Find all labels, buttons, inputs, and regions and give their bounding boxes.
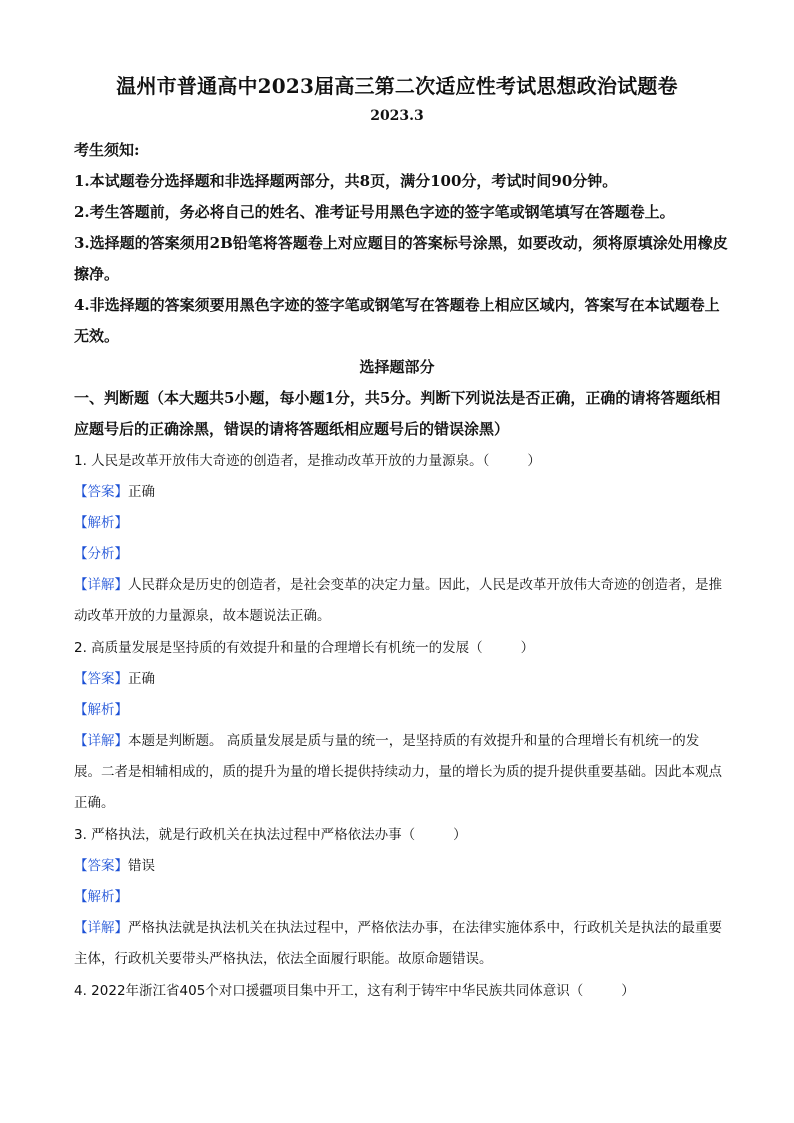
paren-open: （: [469, 640, 483, 656]
detail-tag: 【详解】: [74, 577, 128, 593]
analysis-tag: 【解析】: [74, 702, 128, 718]
question-1-analysis: [74, 508, 724, 539]
answer-tag: 【答案】: [74, 484, 128, 500]
question-stem-text: 3. 严格执法，就是行政机关在执法过程中严格依法办事: [74, 827, 402, 843]
question-3-stem: [74, 820, 724, 851]
question-3-detail: [74, 913, 724, 975]
analysis-tag: 【解析】: [74, 515, 128, 531]
question-2-detail: [74, 726, 724, 819]
question-3-answer: [74, 851, 724, 882]
question-stem-text: 1. 人民是改革开放伟大奇迹的创造者，是推动改革开放的力量源泉。: [74, 453, 483, 469]
detail-text: 人民群众是历史的创造者，是社会变革的决定力量。因此，人民是改革开放伟大奇迹的创造者，是推动改革开放的力量源泉，故本题说法正确。: [74, 577, 722, 624]
answer-value: 正确: [128, 671, 155, 687]
question-1-stem: [74, 446, 724, 477]
question-stem-text: 2. 高质量发展是坚持质的有效提升和量的合理增长有机统一的发展: [74, 640, 470, 656]
notice-item-3: 3.选择题的答案须用2B铅笔将答题卷上对应题目的答案标号涂黑，如要改动，须将原填涂处用橡皮擦净。: [74, 234, 728, 283]
exam-date: 2023.3: [370, 108, 424, 124]
notice-item-2: 2.考生答题前，务必将自己的姓名、准考证号用黑色字迹的签字笔或钢笔填写在答题卷上。: [74, 203, 675, 221]
paren-close: ）: [520, 640, 535, 656]
paren-close: ）: [621, 983, 635, 999]
answer-tag: 【答案】: [74, 858, 128, 874]
question-2-analysis: [74, 695, 724, 726]
paren-open: （: [401, 827, 416, 843]
paren-open: （: [482, 453, 490, 469]
paren-close: ）: [527, 453, 541, 469]
notice-item-1: 1.本试题卷分选择题和非选择题两部分，共8页，满分100分，考试时间90分钟。: [74, 172, 618, 190]
detail-text: 严格执法就是执法机关在执法过程中，严格依法办事，在法律实施体系中，行政机关是执法的最重要主体，行政机关要带头严格执法，依法全面履行职能。故原命题错误。: [74, 920, 722, 967]
question-1-detail: [74, 570, 724, 632]
paren-close: ）: [453, 827, 467, 843]
detail-tag: 【详解】: [74, 733, 128, 749]
detail-text: 本题是判断题。 高质量发展是质与量的统一，是坚持质的有效提升和量的合理增长有机统一的发展。二者是相辅相成的，质的提升为量的增长提供持续动力，量的增长为质的提升提供重要基础。因此本观点正确。: [74, 733, 722, 811]
answer-tag: 【答案】: [74, 671, 128, 687]
notice-heading: 考生须知:: [74, 141, 140, 159]
question-2-answer: [74, 664, 724, 695]
question-stem-text: 4. 2022年浙江省405个对口援疆项目集中开工，这有利于铸牢中华民族共同体意识: [74, 983, 570, 999]
paren-open: （: [569, 983, 584, 999]
fenxi-tag: 【分析】: [74, 546, 128, 562]
section-title: 选择题部分: [359, 358, 435, 376]
notice-item-4: 4.非选择题的答案须要用黑色字迹的签字笔或钢笔写在答题卷上相应区域内，答案写在本试题卷上无效。: [74, 296, 720, 345]
detail-tag: 【详解】: [74, 920, 128, 936]
question-2-stem: [74, 633, 724, 664]
question-3-analysis: [74, 882, 724, 913]
question-4-stem: [74, 976, 724, 1007]
question-1-fenxi: [74, 539, 724, 570]
analysis-tag: 【解析】: [74, 889, 128, 905]
page-title: 温州市普通高中2023届高三第二次适应性考试思想政治试题卷: [116, 74, 678, 98]
question-1-answer: [74, 477, 724, 508]
answer-value: 正确: [128, 484, 155, 500]
answer-value: 错误: [128, 858, 155, 874]
part-one-instructions: 一、判断题（本大题共5小题，每小题1分，共5分。判断下列说法是否正确，正确的请将答题纸相应题号后的正确涂黑，错误的请将答题纸相应题号后的错误涂黑）: [74, 389, 721, 438]
